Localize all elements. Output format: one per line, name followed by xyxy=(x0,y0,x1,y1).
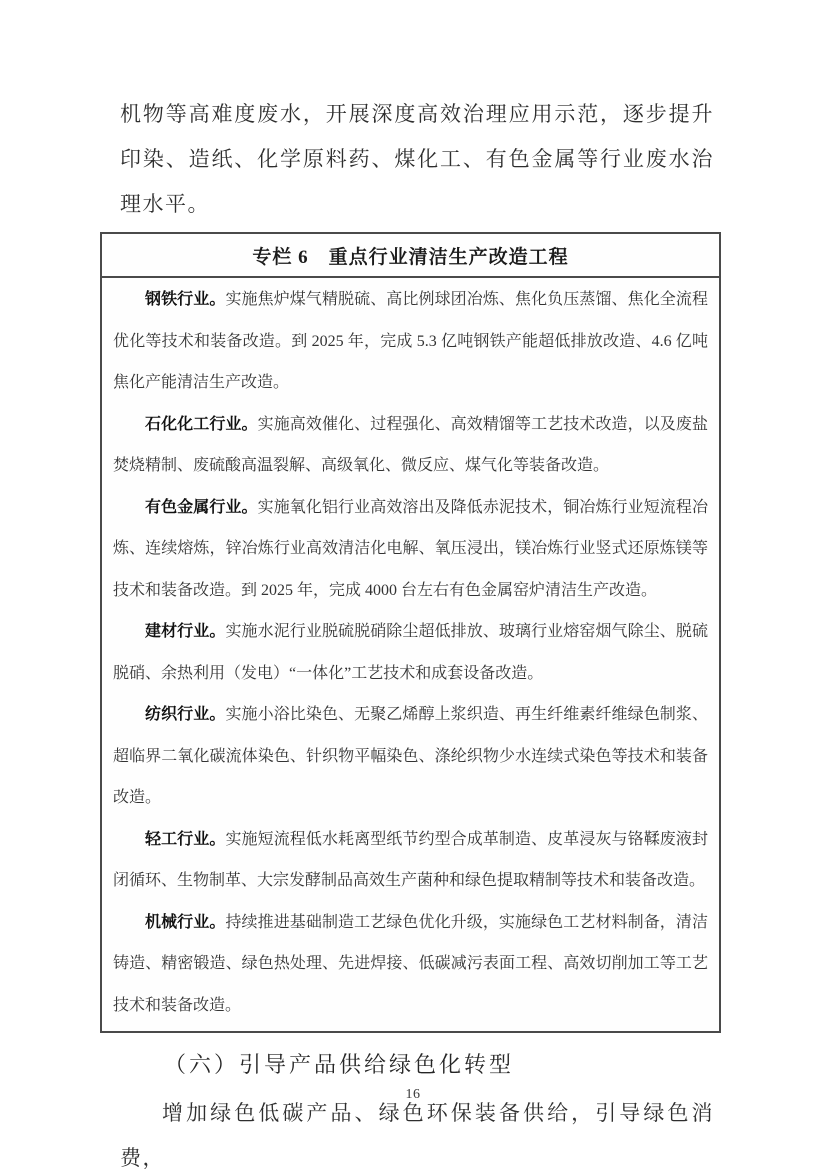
industry-label: 石化化工行业。 xyxy=(145,415,258,433)
box-title: 专栏 6 重点行业清洁生产改造工程 xyxy=(102,234,719,278)
page-number: 16 xyxy=(405,1087,421,1102)
industry-text: 实施水泥行业脱硫脱硝除尘超低排放、玻璃行业熔窑烟气除尘、脱硫脱硝、余热利用（发电）“一体化”工艺技术和成套设备改造。 xyxy=(113,623,708,682)
body-paragraph-bottom: 增加绿色低碳产品、绿色环保装备供给，引导绿色消费， xyxy=(120,1101,714,1169)
box-paragraph-steel xyxy=(113,279,708,404)
box-paragraph-light-industry xyxy=(113,819,708,902)
body-paragraph-top: 机物等高难度废水，开展深度高效治理应用示范，逐步提升印染、造纸、化学原料药、煤化工、有色金属等行业废水治理水平。 xyxy=(120,102,714,216)
industry-label: 钢铁行业。 xyxy=(145,291,226,308)
industry-label: 机械行业。 xyxy=(145,913,226,931)
industry-text: 持续推进基础制造工艺绿色优化升级，实施绿色工艺材料制备，清洁铸造、精密锻造、绿色热处理、先进焊接、低碳减污表面工程、高效切削加工等工艺技术和装备改造。 xyxy=(113,913,708,1014)
box-body xyxy=(102,278,719,1031)
box-paragraph-building-materials xyxy=(113,611,708,694)
industry-label: 轻工行业。 xyxy=(145,830,226,848)
industry-text: 实施氧化铝行业高效溶出及降低赤泥技术，铜冶炼行业短流程冶炼、连续熔炼，锌冶炼行业高效清洁化电解、氧压浸出，镁冶炼行业竖式还原炼镁等技术和装备改造。到 2025 年，完成 4000 台左右有色金属窑炉清洁生产改造。 xyxy=(113,498,708,599)
box-paragraph-machinery xyxy=(113,902,708,1027)
industry-label: 纺织行业。 xyxy=(145,706,226,723)
industry-text: 实施短流程低水耗离型纸节约型合成革制造、皮革浸灰与铬鞣废液封闭循环、生物制革、大宗发酵制品高效生产菌种和绿色提取精制等技术和装备改造。 xyxy=(113,830,708,889)
industry-text: 实施小浴比染色、无聚乙烯醇上浆织造、再生纤维素纤维绿色制浆、超临界二氧化碳流体染色、针织物平幅染色、涤纶织物少水连续式染色等技术和装备改造。 xyxy=(113,706,708,806)
box-paragraph-nonferrous-metals xyxy=(113,487,708,612)
industry-text: 实施高效催化、过程强化、高效精馏等工艺技术改造，以及废盐焚烧精制、废硫酸高温裂解、高级氧化、微反应、煤气化等装备改造。 xyxy=(113,415,708,474)
section-heading: （六）引导产品供给绿色化转型 xyxy=(164,1052,515,1077)
box-paragraph-textile xyxy=(113,694,708,819)
industry-label: 建材行业。 xyxy=(145,623,226,640)
industry-text: 实施焦炉煤气精脱硫、高比例球团冶炼、焦化负压蒸馏、焦化全流程优化等技术和装备改造。到 2025 年，完成 5.3 亿吨钢铁产能超低排放改造、4.6 亿吨焦化产能清洁生产改造。 xyxy=(113,291,708,391)
industry-label: 有色金属行业。 xyxy=(145,498,258,516)
box-paragraph-petrochemical xyxy=(113,404,708,487)
feature-box xyxy=(100,232,721,1033)
